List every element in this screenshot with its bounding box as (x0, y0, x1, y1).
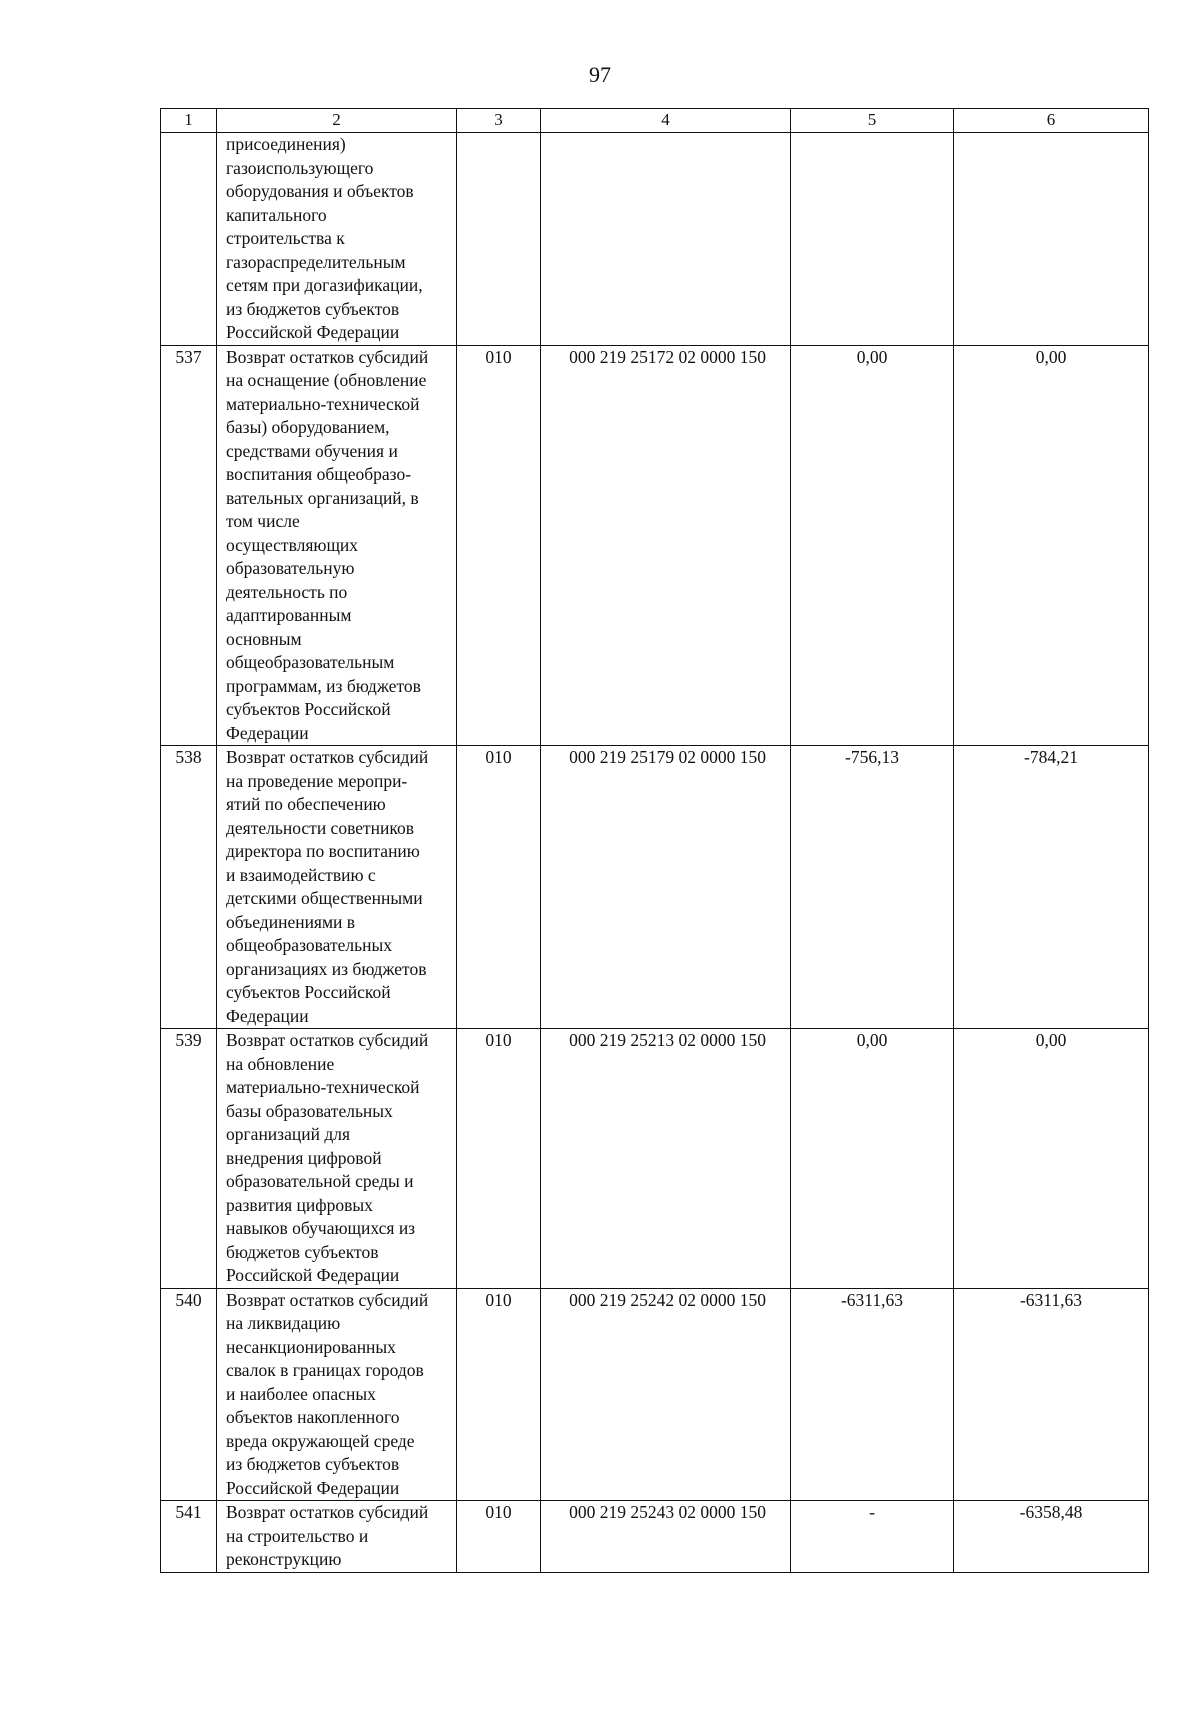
row-name-line: организаций для (226, 1124, 351, 1144)
column-number: 5 (791, 109, 954, 133)
row-name-line: основным (226, 628, 302, 649)
column-number: 3 (457, 109, 541, 133)
row-name-line: Российской Федерации (226, 1477, 400, 1498)
classification-code-cell: 000 219 25172 02 0000 150 (541, 345, 791, 746)
row-number-cell: 541 (161, 1501, 217, 1573)
value-col5-cell: - (791, 1501, 954, 1573)
column-number: 4 (541, 109, 791, 133)
row-name-line: навыков обучающихся из (226, 1218, 416, 1238)
row-name-line: несанкционированных (226, 1336, 396, 1357)
row-name-line: средствами обучения и (226, 440, 398, 461)
row-name-line: образовательную (226, 558, 355, 578)
row-name-line: бюджетов субъектов (226, 1241, 379, 1262)
row-name-line: образовательной среды и (226, 1171, 414, 1191)
row-name-line: на проведение меропри- (226, 770, 408, 791)
row-name-line: Возврат остатков субсидий (226, 1030, 429, 1050)
value-col5-cell: 0,00 (791, 1029, 954, 1289)
row-name-line: деятельность по (226, 581, 348, 602)
row-name-line: объединениями в (226, 911, 356, 932)
row-name-line: том числе (226, 511, 300, 531)
row-name-line: общеобразовательным (226, 652, 395, 672)
admin-code-cell: 010 (457, 746, 541, 1029)
value-col5-cell (791, 133, 954, 346)
value-col5-cell: -756,13 (791, 746, 954, 1029)
budget-table (160, 108, 1149, 1573)
column-number-row (161, 109, 1149, 133)
value-col6-cell: -784,21 (954, 746, 1149, 1029)
row-name-line: сетям при догазификации, (226, 275, 423, 295)
value-col6-cell: -6311,63 (954, 1288, 1149, 1501)
row-name-line: Возврат остатков субсидий (226, 346, 429, 367)
row-name-line: и взаимодействию с (226, 864, 376, 885)
value-col6-cell: 0,00 (954, 1029, 1149, 1289)
row-name-line: Российской Федерации (226, 322, 400, 342)
admin-code-cell: 010 (457, 345, 541, 746)
table-row (161, 1288, 1149, 1501)
row-name-line: и наиболее опасных (226, 1383, 376, 1404)
row-name-cell (217, 1288, 457, 1501)
row-name-line: ятий по обеспечению (226, 794, 386, 814)
row-number-cell: 537 (161, 345, 217, 746)
row-name-line: Возврат остатков субсидий (226, 1502, 429, 1522)
row-name-line: оборудования и объектов (226, 181, 414, 201)
row-name-line: на строительство и (226, 1525, 369, 1546)
admin-code-cell (457, 133, 541, 346)
row-name-line: газоиспользующего (226, 157, 374, 178)
value-col6-cell: -6358,48 (954, 1501, 1149, 1573)
row-name-line: на обновление (226, 1053, 335, 1074)
row-name-line: на оснащение (обновление (226, 370, 427, 390)
row-name-cell (217, 1029, 457, 1289)
value-col6-cell: 0,00 (954, 345, 1149, 746)
row-name-cell (217, 1501, 457, 1573)
row-name-line: Федерации (226, 1005, 309, 1026)
row-name-line: внедрения цифровой (226, 1147, 382, 1168)
admin-code-cell: 010 (457, 1501, 541, 1573)
row-name-line: детскими общественными (226, 888, 423, 908)
row-name-line: из бюджетов субъектов (226, 298, 400, 319)
row-name-line: материально-технической (226, 393, 420, 414)
table-row (161, 1029, 1149, 1289)
row-name-line: вательных организаций, в (226, 487, 419, 508)
column-number: 6 (954, 109, 1149, 133)
admin-code-cell: 010 (457, 1288, 541, 1501)
row-number-cell: 539 (161, 1029, 217, 1289)
row-number-cell: 540 (161, 1288, 217, 1501)
row-name-line: объектов накопленного (226, 1407, 400, 1427)
row-name-line: свалок в границах городов (226, 1360, 424, 1380)
row-name-line: адаптированным (226, 605, 352, 625)
row-name-line: программам, из бюджетов (226, 675, 421, 696)
table-row (161, 345, 1149, 746)
row-name-line: субъектов Российской (226, 699, 391, 719)
table-row (161, 1501, 1149, 1573)
value-col5-cell: -6311,63 (791, 1288, 954, 1501)
classification-code-cell (541, 133, 791, 346)
value-col5-cell: 0,00 (791, 345, 954, 746)
classification-code-cell: 000 219 25179 02 0000 150 (541, 746, 791, 1029)
row-name-line: деятельности советников (226, 817, 415, 838)
value-col6-cell (954, 133, 1149, 346)
row-name-line: строительства к (226, 228, 345, 248)
row-name-line: базы образовательных (226, 1100, 393, 1121)
row-name-cell (217, 746, 457, 1029)
row-name-line: Федерации (226, 722, 309, 743)
row-number-cell (161, 133, 217, 346)
row-name-line: из бюджетов субъектов (226, 1454, 400, 1474)
row-name-line: реконструкцию (226, 1549, 342, 1569)
table-row (161, 133, 1149, 346)
page-number: 97 (589, 62, 611, 87)
row-name-line: развития цифровых (226, 1194, 373, 1215)
row-name-line: организациях из бюджетов (226, 958, 427, 979)
classification-code-cell: 000 219 25213 02 0000 150 (541, 1029, 791, 1289)
row-name-line: на ликвидацию (226, 1313, 341, 1333)
row-name-line: материально-технической (226, 1077, 420, 1097)
row-name-cell (217, 133, 457, 346)
row-name-line: капитального (226, 204, 327, 225)
row-name-line: воспитания общеобразо- (226, 464, 412, 484)
row-name-line: общеобразовательных (226, 935, 392, 955)
admin-code-cell: 010 (457, 1029, 541, 1289)
row-name-cell (217, 345, 457, 746)
row-number-cell: 538 (161, 746, 217, 1029)
column-number: 2 (217, 109, 457, 133)
classification-code-cell: 000 219 25242 02 0000 150 (541, 1288, 791, 1501)
row-name-line: осуществляющих (226, 534, 359, 555)
row-name-line: газораспределительным (226, 251, 406, 272)
column-number: 1 (161, 109, 217, 133)
row-name-line: директора по воспитанию (226, 841, 420, 861)
row-name-line: субъектов Российской (226, 982, 391, 1002)
row-name-line: Возврат остатков субсидий (226, 1289, 429, 1310)
row-name-line: базы) оборудованием, (226, 417, 390, 437)
row-name-line: Российской Федерации (226, 1265, 400, 1285)
table-row (161, 746, 1149, 1029)
row-name-line: вреда окружающей среде (226, 1430, 415, 1451)
classification-code-cell: 000 219 25243 02 0000 150 (541, 1501, 791, 1573)
row-name-line: Возврат остатков субсидий (226, 747, 429, 767)
row-name-line: присоединения) (226, 134, 346, 154)
